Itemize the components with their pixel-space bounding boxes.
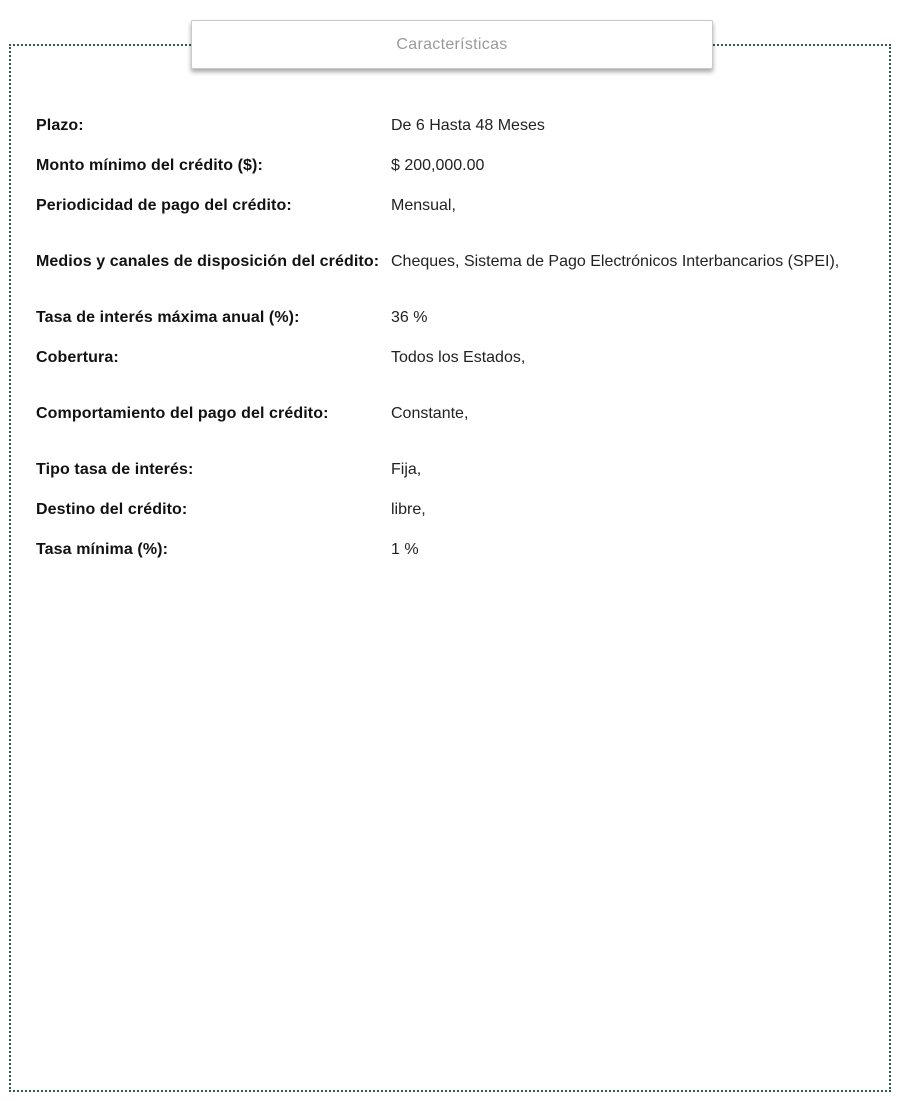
detail-row-medios-canales	[36, 226, 856, 298]
detail-row-cobertura	[36, 338, 856, 378]
detail-row-periodicidad	[36, 186, 856, 226]
detail-value: Cheques, Sistema de Pago Electrónicos Interbancarios (SPEI),	[391, 253, 840, 270]
detail-label: Comportamiento del pago del crédito:	[36, 405, 329, 422]
detail-label: Destino del crédito:	[36, 501, 188, 518]
detail-label: Periodicidad de pago del crédito:	[36, 197, 292, 214]
detail-row-destino	[36, 490, 856, 530]
detail-label: Monto mínimo del crédito ($):	[36, 157, 263, 174]
detail-row-comportamiento	[36, 378, 856, 450]
detail-value: 1 %	[391, 541, 419, 558]
detail-row-tasa-maxima	[36, 298, 856, 338]
faded-text-line	[36, 96, 556, 106]
detail-row-plazo	[36, 106, 856, 146]
detail-value: De 6 Hasta 48 Meses	[391, 117, 545, 134]
detail-value: $ 200,000.00	[391, 157, 485, 174]
detail-row-tasa-minima	[36, 530, 856, 570]
tab-title: Características	[396, 35, 508, 53]
detail-value: Todos los Estados,	[391, 349, 526, 366]
detail-row-tipo-tasa	[36, 450, 856, 490]
detail-value: Constante,	[391, 405, 469, 422]
detail-value: Mensual,	[391, 197, 456, 214]
detail-value: 36 %	[391, 309, 428, 326]
details-list	[36, 106, 856, 570]
detail-value: libre,	[391, 501, 426, 518]
detail-label: Tasa mínima (%):	[36, 541, 168, 558]
detail-label: Tasa de interés máxima anual (%):	[36, 309, 300, 326]
detail-label: Tipo tasa de interés:	[36, 461, 194, 478]
detail-row-monto-minimo	[36, 146, 856, 186]
detail-value: Fija,	[391, 461, 422, 478]
characteristics-tab[interactable]	[191, 20, 713, 69]
detail-label: Plazo:	[36, 117, 84, 134]
detail-label: Cobertura:	[36, 349, 119, 366]
detail-label: Medios y canales de disposición del crédito:	[36, 253, 380, 270]
